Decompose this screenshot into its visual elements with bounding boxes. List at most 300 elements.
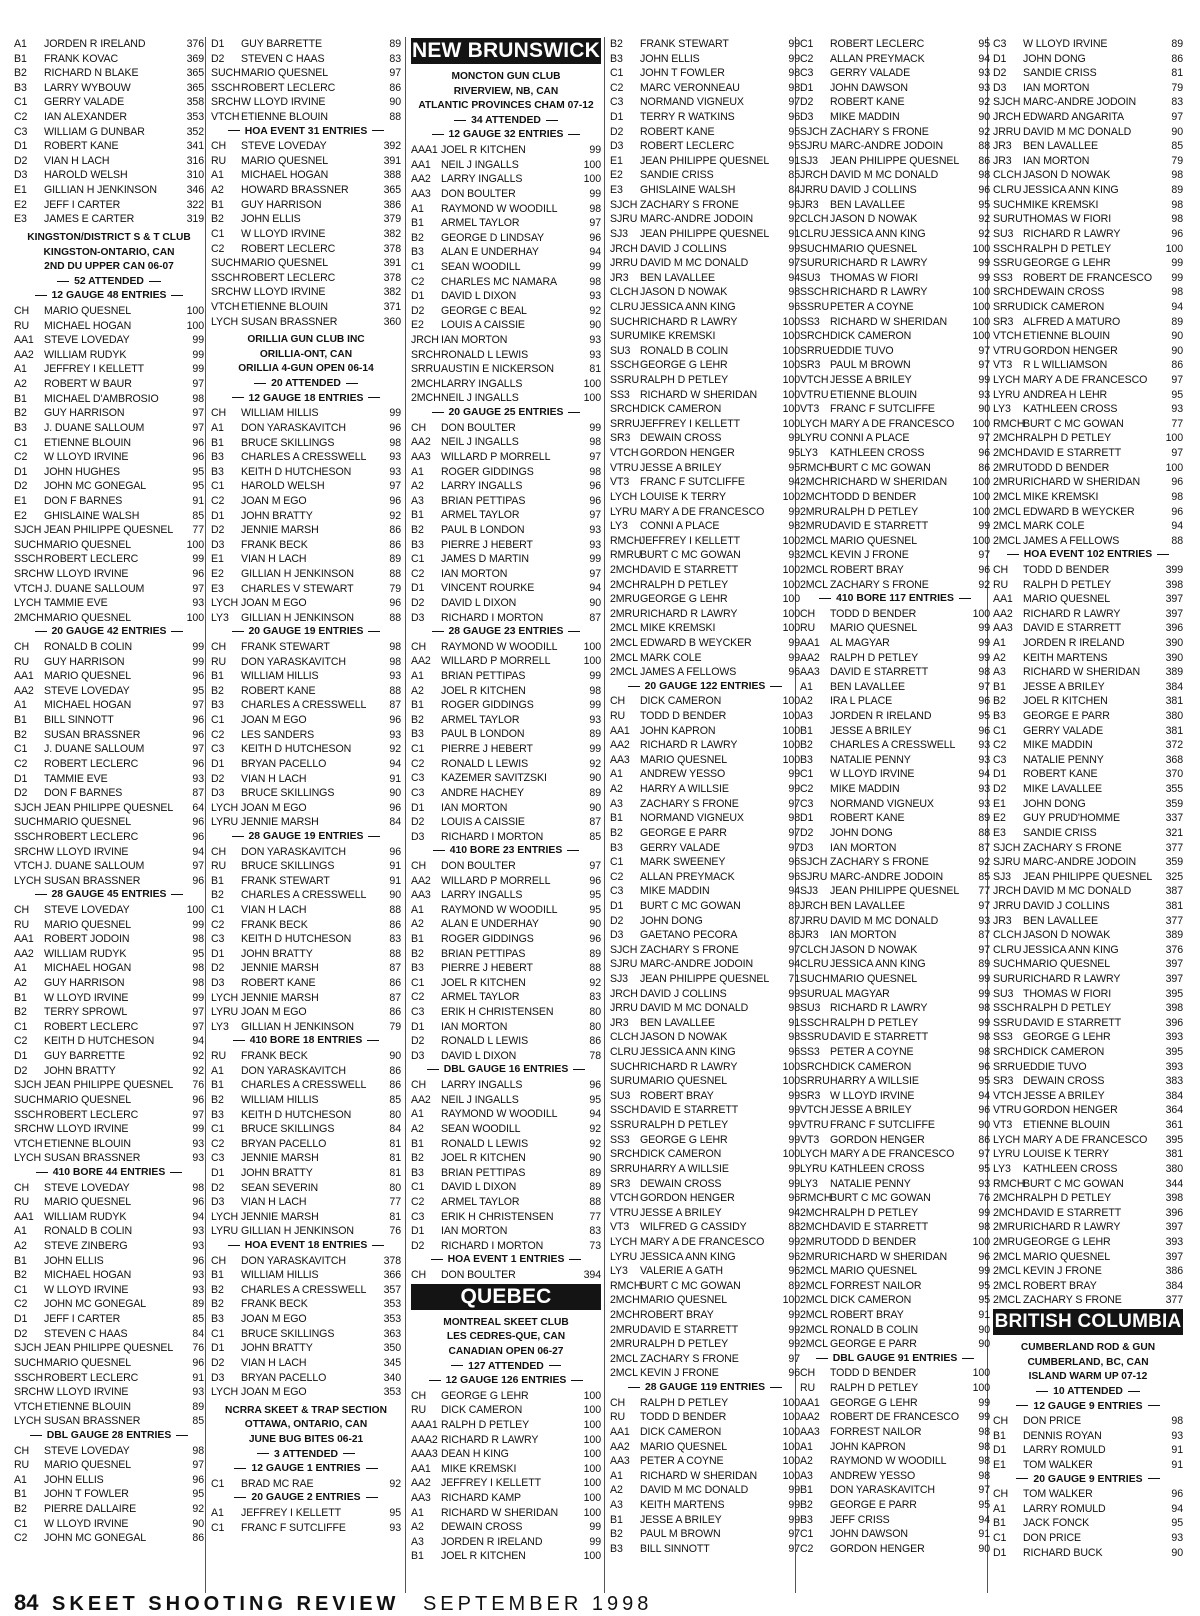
result-row: [14, 139, 204, 154]
class-code: SJCH: [14, 1079, 42, 1092]
class-code: JR3: [610, 1016, 629, 1029]
score: 86: [192, 1532, 204, 1545]
score: 94: [788, 476, 800, 489]
score: 76: [192, 1342, 204, 1355]
result-row: [211, 37, 401, 52]
score: 99: [978, 651, 990, 664]
score: 99: [589, 670, 601, 683]
result-row: [610, 446, 800, 461]
result-row: [993, 1458, 1183, 1473]
result-row: [14, 1195, 204, 1210]
shooter-name: FRANK BECK: [241, 918, 308, 931]
class-code: C2: [800, 52, 814, 65]
shooter-name: JEAN PHILIPPE QUESNEL: [640, 227, 770, 240]
score: 98: [589, 465, 601, 478]
shooter-name: RAYMOND W WOODILL: [830, 1455, 947, 1468]
score: 370: [1165, 768, 1183, 781]
rule-dash: [549, 1365, 561, 1366]
shooter-name: PIERRE J HEBERT: [441, 743, 533, 756]
score: 79: [389, 582, 401, 595]
shooter-name: CHARLES A CRESSWELL: [241, 889, 367, 902]
shooter-name: FRANC F SUTCLIFFE: [241, 1521, 346, 1534]
result-row: [211, 406, 401, 421]
class-code: JRCH: [800, 169, 828, 182]
class-code: D3: [411, 611, 425, 624]
class-code: C1: [14, 1283, 28, 1296]
result-row: [211, 918, 401, 933]
shooter-name: THOMAS W FIORI: [1023, 987, 1112, 1000]
result-row: [993, 928, 1183, 943]
shooter-name: RICHARD W SHERIDAN: [441, 1506, 559, 1519]
shooter-name: JOHN DONG: [1023, 52, 1086, 65]
shooter-name: ZACHARY S FRONE: [830, 856, 929, 869]
score: 97: [192, 1108, 204, 1121]
rule-dash: [1128, 1391, 1140, 1392]
shooter-name: MARK COLE: [1023, 520, 1085, 533]
result-row: [993, 1162, 1183, 1177]
shooter-name: BRUCE SKILLINGS: [241, 1327, 335, 1340]
class-code: SS3: [800, 315, 820, 328]
score: 95: [389, 1507, 401, 1520]
shooter-name: STEVE LOVEDAY: [44, 1444, 130, 1457]
result-row: [800, 738, 990, 753]
class-code: JRRU: [800, 914, 828, 927]
shooter-name: MARC-ANDRE JODOIN: [1023, 856, 1137, 869]
score: 91: [1171, 1458, 1183, 1471]
result-row: [211, 285, 401, 300]
result-row: [14, 509, 204, 524]
shooter-name: JENNIE MARSH: [241, 816, 319, 829]
shooter-name: JOHN T FOWLER: [44, 1488, 129, 1501]
score: 85: [589, 830, 601, 843]
score: 86: [389, 1006, 401, 1019]
results-column-6: [993, 37, 1183, 1560]
result-row: [610, 1191, 800, 1206]
shooter-name: GILLIAN H JENKINSON: [241, 1225, 354, 1238]
result-row: [993, 607, 1183, 622]
score: 99: [192, 334, 204, 347]
score: 379: [383, 213, 401, 226]
class-code: A1: [610, 768, 623, 781]
rule-dash: [1148, 1405, 1160, 1406]
class-code: AA1: [14, 1210, 34, 1223]
shooter-name: FRANC F SUTCLIFFE: [830, 403, 935, 416]
score: 90: [389, 1050, 401, 1063]
shooter-name: JOHN MC GONEGAL: [44, 1298, 147, 1311]
shooter-name: JOAN M EGO: [241, 1006, 307, 1019]
result-row: [211, 742, 401, 757]
score: 100: [583, 1491, 601, 1504]
result-row: [610, 344, 800, 359]
result-row: [211, 450, 401, 465]
class-code: D2: [14, 154, 28, 167]
score: 358: [186, 96, 204, 109]
shooter-name: RICHARD W SHERIDAN: [830, 1250, 948, 1263]
result-row: [411, 1476, 601, 1491]
score: 99: [389, 407, 401, 420]
score: 98: [978, 1002, 990, 1015]
shooter-name: DAVID M MC DONALD: [640, 1484, 749, 1497]
shooter-name: W LLOYD IRVINE: [241, 286, 326, 299]
class-code: B1: [411, 699, 424, 712]
result-row: [610, 782, 800, 797]
class-code: CH: [993, 1488, 1009, 1501]
class-code: B1: [411, 217, 424, 230]
class-code: LYCH: [14, 874, 42, 887]
class-code: AA3: [800, 666, 820, 679]
score: 97: [192, 1006, 204, 1019]
score: 95: [978, 1498, 990, 1511]
class-code: D1: [14, 1050, 28, 1063]
shooter-name: MARY A DE FRANCESCO: [1023, 1133, 1148, 1146]
shooter-name: ROBERT LECLERC: [44, 830, 139, 843]
class-code: AA1: [14, 670, 34, 683]
shooter-name: GEORGE G LEHR: [640, 593, 728, 606]
score: 96: [192, 1093, 204, 1106]
shooter-name: BEN LAVALLEE: [830, 899, 905, 912]
result-row: [610, 1513, 800, 1528]
result-row: [610, 1323, 800, 1338]
class-code: A2: [411, 684, 424, 697]
shooter-name: RICHARD R LAWRY: [1023, 227, 1121, 240]
shooter-name: MARIO QUESNEL: [44, 611, 131, 624]
score: 100: [583, 173, 601, 186]
score: 366: [383, 1269, 401, 1282]
score: 100: [583, 1404, 601, 1417]
result-row: [411, 874, 601, 889]
class-code: SURU: [800, 987, 830, 1000]
class-code: LY3: [800, 1177, 818, 1190]
result-row: [211, 772, 401, 787]
shooter-name: IAN MORTON: [1023, 154, 1090, 167]
score: 96: [788, 1265, 800, 1278]
result-row: [993, 37, 1183, 52]
score: 99: [192, 991, 204, 1004]
shooter-name: RALPH D PETLEY: [1023, 432, 1112, 445]
rule-dash: [343, 1453, 355, 1454]
shooter-name: SUSAN BRASSNER: [44, 728, 141, 741]
result-row: [800, 110, 990, 125]
result-row: [411, 362, 601, 377]
result-row: [14, 918, 204, 933]
result-row: [14, 1371, 204, 1386]
shooter-name: JOAN M EGO: [241, 1386, 307, 1399]
result-row: [993, 402, 1183, 417]
class-code: LYRU: [993, 388, 1021, 401]
score: 80: [389, 1108, 401, 1121]
score: 396: [1165, 1206, 1183, 1219]
shooter-name: W LLOYD IRVINE: [44, 451, 129, 464]
class-code: C3: [411, 772, 425, 785]
result-row: [610, 154, 800, 169]
class-code: CH: [411, 1389, 427, 1402]
shooter-name: DICK CAMERON: [830, 1060, 912, 1073]
shooter-name: MICHAEL HOGAN: [44, 962, 132, 975]
score: 98: [788, 67, 800, 80]
shooter-name: WILLARD P MORRELL: [441, 450, 551, 463]
class-code: LYRU: [610, 1250, 638, 1263]
class-code: B2: [14, 1269, 27, 1282]
score: 96: [389, 421, 401, 434]
score: 397: [1165, 958, 1183, 971]
result-row: [800, 1279, 990, 1294]
result-row: [610, 578, 800, 593]
result-row: [800, 1483, 990, 1498]
shooter-name: SEAN WOODILL: [441, 260, 521, 273]
shooter-name: DICK CAMERON: [1023, 300, 1105, 313]
class-code: VTRU: [610, 461, 639, 474]
result-row: [211, 95, 401, 110]
shooter-name: RICHARD I MORTON: [441, 611, 544, 624]
shooter-name: ROBERT KANE: [1023, 768, 1098, 781]
result-row: [411, 450, 601, 465]
shooter-name: JESSE A BRILEY: [830, 724, 912, 737]
score: 97: [978, 943, 990, 956]
result-row: [14, 1531, 204, 1546]
result-row: [993, 1293, 1183, 1308]
score: 94: [192, 845, 204, 858]
shooter-name: BRYAN PACELLO: [241, 757, 327, 770]
shooter-name: SANDIE CRISS: [1023, 826, 1097, 839]
result-row: [993, 694, 1183, 709]
result-row: [800, 1118, 990, 1133]
score: 92: [589, 1122, 601, 1135]
class-code: B3: [411, 538, 424, 551]
result-row: [800, 475, 990, 490]
score: 91: [788, 227, 800, 240]
class-code: 2MCL: [800, 1294, 828, 1307]
score: 96: [788, 856, 800, 869]
shooter-name: TAMMIE EVE: [44, 772, 108, 785]
score: 93: [1171, 1531, 1183, 1544]
score: 93: [978, 1177, 990, 1190]
class-code: D1: [211, 947, 225, 960]
shooter-name: FRANK BECK: [241, 538, 308, 551]
score: 85: [978, 870, 990, 883]
class-code: B1: [993, 1429, 1006, 1442]
class-code: A1: [14, 38, 27, 50]
class-code: CLCH: [610, 1031, 639, 1044]
result-row: [993, 242, 1183, 257]
score: 93: [978, 753, 990, 766]
shooter-name: KATHLEEN CROSS: [830, 1162, 925, 1175]
shooter-name: EDWARD ANGARITA: [1023, 111, 1124, 124]
score: 97: [192, 699, 204, 712]
class-code: C3: [411, 786, 425, 799]
class-code: 2MCL: [610, 622, 638, 635]
rule-dash: [30, 1435, 42, 1436]
score: 97: [1171, 447, 1183, 460]
result-row: [800, 139, 990, 154]
score: 381: [1165, 899, 1183, 912]
result-row: [14, 1151, 204, 1166]
score: 81: [389, 1210, 401, 1223]
score: 97: [978, 359, 990, 372]
shooter-name: JOEL R KITCHEN: [441, 684, 526, 697]
result-row: [800, 1177, 990, 1192]
class-code: D2: [411, 1035, 425, 1048]
shooter-name: RICHARD W SHERIDAN: [640, 388, 758, 401]
score: 393: [1165, 1235, 1183, 1248]
result-row: [610, 95, 800, 110]
class-code: 2MRU: [610, 1338, 640, 1351]
shooter-name: VIAN H LACH: [241, 1356, 307, 1369]
shooter-name: AUSTIN E NICKERSON: [441, 363, 554, 376]
shooter-name: VALERIE A GATH: [640, 1265, 723, 1278]
class-code: LYCH: [14, 597, 42, 610]
province-banner: NEW BRUNSWICK: [411, 39, 601, 62]
shooter-name: AL MAGYAR: [830, 636, 890, 649]
shooter-name: SANDIE CRISS: [640, 169, 714, 182]
result-row: [610, 563, 800, 578]
shooter-name: GUY HARRISON: [44, 407, 125, 420]
score: 100: [583, 1462, 601, 1475]
shooter-name: LARRY INGALLS: [441, 173, 523, 186]
class-code: 2MRU: [993, 461, 1023, 474]
class-code: B1: [14, 714, 27, 727]
class-code: A1: [993, 636, 1006, 649]
result-row: [411, 786, 601, 801]
class-code: JRCH: [610, 242, 638, 255]
shooter-name: ARMEL TAYLOR: [441, 713, 520, 726]
club-location: LES CEDRES-QUE, CAN: [446, 1331, 566, 1343]
result-row: [800, 811, 990, 826]
score: 100: [583, 1477, 601, 1490]
result-row: [800, 490, 990, 505]
shooter-name: JEFF I CARTER: [44, 1313, 121, 1326]
result-row: [411, 1049, 601, 1064]
score: 90: [589, 319, 601, 332]
shooter-name: MARIO QUESNEL: [44, 538, 131, 551]
score: 397: [1165, 593, 1183, 606]
event-header: [800, 1352, 990, 1367]
shooter-name: CHARLES A CRESSWELL: [241, 1283, 367, 1296]
result-row: [211, 947, 401, 962]
score: 93: [978, 797, 990, 810]
class-code: 2MCH: [800, 476, 830, 489]
class-code: C1: [14, 436, 28, 449]
score: 96: [788, 1250, 800, 1263]
result-row: [610, 1250, 800, 1265]
result-row: [610, 797, 800, 812]
class-code: D1: [993, 1444, 1007, 1457]
shooter-name: GILLIAN H JENKINSON: [241, 567, 354, 580]
class-code: AA2: [14, 947, 34, 960]
class-code: SR3: [800, 359, 821, 372]
column-divider: [604, 37, 605, 1593]
class-code: AA3: [411, 1491, 431, 1504]
score: 91: [1171, 1444, 1183, 1457]
class-code: VTRU: [800, 1119, 829, 1132]
result-row: [610, 81, 800, 96]
shooter-name: PETER A COYNE: [640, 1455, 724, 1468]
shooter-name: STEVEN C HAAS: [44, 1327, 128, 1340]
score: 353: [383, 1298, 401, 1311]
class-code: CH: [211, 140, 227, 153]
class-code: B1: [411, 1137, 424, 1150]
score: 95: [978, 1075, 990, 1088]
shooter-name: JEAN PHILIPPE QUESNEL: [1023, 870, 1153, 883]
result-row: [14, 1283, 204, 1298]
result-row: [211, 1005, 401, 1020]
result-row: [800, 1454, 990, 1469]
result-row: [211, 596, 401, 611]
score: 97: [788, 826, 800, 839]
score: 100: [972, 417, 990, 430]
class-code: JRCH: [993, 885, 1021, 898]
score: 100: [782, 344, 800, 357]
result-row: [411, 187, 601, 202]
shooter-name: JOAN M EGO: [241, 597, 307, 610]
result-row: [610, 811, 800, 826]
score: 98: [192, 1181, 204, 1194]
score: 94: [978, 52, 990, 65]
class-code: VTCH: [14, 1137, 43, 1150]
result-row: [993, 753, 1183, 768]
result-row: [411, 654, 601, 669]
score: 100: [186, 305, 204, 318]
class-code: D2: [14, 1327, 28, 1340]
shooter-name: MARY A DE FRANCESCO: [830, 1148, 955, 1161]
result-row: [14, 830, 204, 845]
score: 90: [389, 889, 401, 902]
class-code: VTRU: [610, 1206, 639, 1219]
result-row: [411, 1520, 601, 1535]
class-code: SRRU: [993, 300, 1023, 313]
result-row: [211, 567, 401, 582]
class-code: CH: [411, 859, 427, 872]
score: 99: [978, 1265, 990, 1278]
rule-dash: [819, 598, 831, 599]
shooter-name: JOHN KAPRON: [640, 724, 716, 737]
shooter-name: JOAN M EGO: [241, 714, 307, 727]
shooter-name: GERRY VALADE: [44, 96, 125, 109]
score: 378: [383, 1254, 401, 1267]
result-row: [800, 242, 990, 257]
score: 94: [589, 246, 601, 259]
shooter-name: RICHARD R LAWRY: [1023, 607, 1121, 620]
event-label: 28 GAUGE 19 ENTRIES: [248, 830, 364, 842]
result-row: [610, 914, 800, 929]
result-row: [14, 1078, 204, 1093]
score: 93: [192, 1269, 204, 1282]
class-code: RU: [610, 710, 626, 723]
score: 99: [788, 1162, 800, 1175]
shooter-name: JOHN ELLIS: [44, 1254, 104, 1267]
shooter-name: SUSAN BRASSNER: [44, 874, 141, 887]
score: 372: [1165, 739, 1183, 752]
shooter-name: IAN MORTON: [441, 801, 508, 814]
event-label: 20 GAUGE 25 ENTRIES: [448, 407, 564, 419]
score: 87: [589, 611, 601, 624]
score: 99: [978, 1411, 990, 1424]
shooter-name: RICHARD I MORTON: [441, 830, 544, 843]
shooter-name: LARRY WYBOUW: [44, 81, 131, 94]
score: 96: [788, 1192, 800, 1205]
score: 94: [1171, 300, 1183, 313]
class-code: 2MCL: [610, 1352, 638, 1365]
shooter-name: VIAN H LACH: [241, 772, 307, 785]
result-row: [14, 1093, 204, 1108]
result-row: [993, 519, 1183, 534]
class-code: B2: [211, 684, 224, 697]
score: 100: [782, 1425, 800, 1438]
class-code: D3: [211, 538, 225, 551]
shooter-name: BRYAN PACELLO: [241, 1137, 327, 1150]
class-code: C1: [211, 227, 225, 240]
result-row: [993, 285, 1183, 300]
class-code: SRCH: [993, 1046, 1023, 1059]
